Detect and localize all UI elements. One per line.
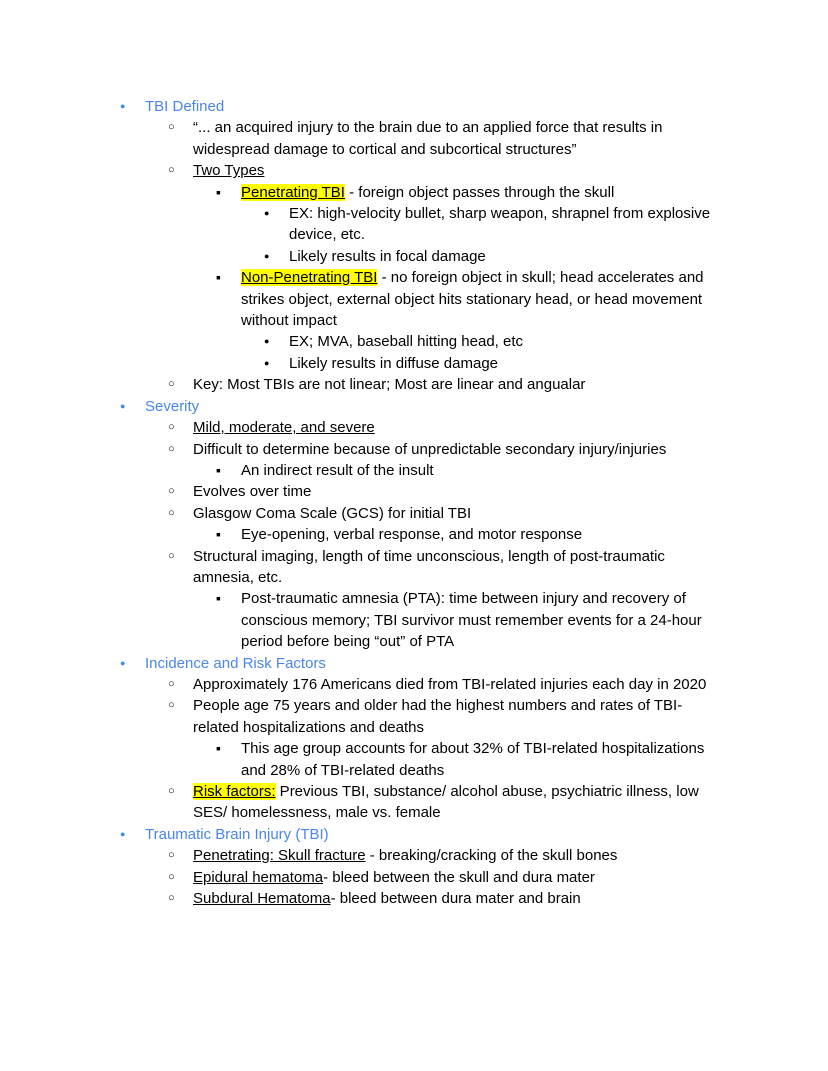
bullet-square-icon: ▪ (216, 461, 221, 478)
text-segment: Approximately 176 Americans died from TBI-related injuries each day in 2020 (193, 675, 707, 693)
list-item-text (145, 824, 712, 845)
list-item-text (145, 96, 712, 117)
bullet-circle-icon: ○ (168, 506, 175, 519)
list-item (216, 460, 712, 481)
list-item-text (193, 781, 712, 824)
list-item (264, 203, 712, 246)
list-item-text (241, 524, 712, 545)
list-item-text (193, 117, 712, 160)
list-item-text (241, 588, 712, 652)
list-item (120, 96, 712, 117)
bullet-circle-icon: ○ (168, 892, 175, 905)
text-segment: Penetrating TBI (241, 183, 345, 201)
bullet-disc-icon: ● (120, 828, 126, 839)
list-item-text (193, 439, 712, 460)
list-item (168, 481, 712, 502)
text-segment: Traumatic Brain Injury (TBI) (145, 825, 329, 843)
text-segment: Glasgow Coma Scale (GCS) for initial TBI (193, 504, 472, 522)
text-segment: Non-Penetrating TBI (241, 269, 378, 287)
text-segment: Structural imaging, length of time unconscious, length of post-traumatic amnesia, etc. (193, 547, 665, 586)
text-segment: - bleed between dura mater and brain (330, 890, 581, 908)
text-segment: Evolves over time (193, 483, 312, 501)
list-item (168, 867, 712, 888)
text-segment: “... an acquired injury to the brain due to an applied force that results in widespread damage to cortical and subcortical structures” (193, 119, 663, 158)
text-segment: TBI Defined (145, 98, 225, 115)
text-segment: Previous TBI, substance/ alcohol abuse, psychiatric illness, low SES/ homelessness, male vs. female (193, 783, 699, 822)
text-segment: Two Types (193, 162, 265, 180)
list-item (264, 331, 712, 352)
bullet-disc-icon: ● (264, 336, 270, 347)
text-segment: EX: high-velocity bullet, sharp weapon, shrapnel from explosive device, etc. (289, 205, 711, 244)
list-item (168, 674, 712, 695)
outline-list (120, 96, 712, 909)
bullet-disc-icon: ● (120, 400, 126, 411)
text-segment: Penetrating: Skull fracture (193, 847, 366, 865)
text-segment: Eye-opening, verbal response, and motor response (241, 526, 583, 544)
bullet-square-icon: ▪ (216, 590, 221, 607)
bullet-circle-icon: ○ (168, 121, 175, 134)
list-item (216, 267, 712, 331)
bullet-circle-icon: ○ (168, 849, 175, 862)
list-item (264, 246, 712, 267)
text-segment: This age group accounts for about 32% of TBI-related hospitalizations and 28% of TBI-related deaths (241, 740, 705, 779)
bullet-square-icon: ▪ (216, 269, 221, 286)
text-segment: Difficult to determine because of unpredictable secondary injury/injuries (193, 440, 667, 458)
text-segment: Key: Most TBIs are not linear; Most are linear and angualar (193, 376, 586, 394)
list-item (264, 353, 712, 374)
bullet-circle-icon: ○ (168, 699, 175, 712)
list-item-text (289, 331, 712, 352)
text-segment: - bleed between the skull and dura mater (323, 868, 595, 886)
text-segment: - breaking/cracking of the skull bones (365, 847, 618, 865)
list-item-text (193, 867, 712, 888)
bullet-circle-icon: ○ (168, 549, 175, 562)
list-item (168, 546, 712, 589)
bullet-disc-icon: ● (264, 357, 270, 368)
list-item (168, 117, 712, 160)
text-segment: - foreign object passes through the skull (344, 183, 615, 201)
list-item-text (241, 182, 712, 203)
text-segment: Incidence and Risk Factors (145, 654, 326, 672)
list-item-text (193, 695, 712, 738)
list-item-text (193, 888, 712, 909)
text-segment: Risk factors: (193, 783, 276, 800)
list-item (216, 524, 712, 545)
list-item-text (241, 460, 712, 481)
list-item-text (193, 503, 712, 524)
list-item (120, 396, 712, 417)
bullet-disc-icon: ● (264, 250, 270, 261)
list-item-text (289, 353, 712, 374)
text-segment: Subdural Hematoma (193, 890, 331, 908)
list-item-text (193, 417, 712, 438)
text-segment: Mild, moderate, and severe (193, 419, 375, 437)
bullet-circle-icon: ○ (168, 785, 175, 797)
list-item (216, 738, 712, 781)
bullet-circle-icon: ○ (168, 870, 175, 883)
bullet-circle-icon: ○ (168, 442, 175, 455)
list-item-text (193, 481, 712, 502)
list-item-text (193, 845, 712, 866)
list-item (216, 588, 712, 652)
list-item-text (193, 160, 712, 181)
bullet-circle-icon: ○ (168, 421, 175, 434)
bullet-circle-icon: ○ (168, 485, 175, 498)
bullet-square-icon: ▪ (216, 526, 221, 543)
list-item-text (145, 396, 712, 417)
bullet-square-icon: ▪ (216, 740, 221, 757)
text-segment: Severity (145, 397, 200, 415)
text-segment: Likely results in focal damage (289, 247, 486, 265)
list-item (168, 695, 712, 738)
text-segment: Epidural hematoma (193, 868, 324, 886)
text-segment: People age 75 years and older had the highest numbers and rates of TBI-related hospitalizations and deaths (193, 697, 683, 736)
text-segment: Likely results in diffuse damage (289, 354, 499, 372)
bullet-circle-icon: ○ (168, 164, 175, 177)
bullet-disc-icon: ● (120, 101, 126, 111)
list-item (168, 781, 712, 824)
list-item-text (241, 738, 712, 781)
text-segment: EX; MVA, baseball hitting head, etc (289, 333, 524, 351)
list-item-text (193, 546, 712, 589)
list-item-text (193, 374, 712, 395)
list-item (216, 182, 712, 203)
list-item (168, 503, 712, 524)
list-item (120, 653, 712, 674)
list-item (168, 160, 712, 181)
text-segment: Post-traumatic amnesia (PTA): time between injury and recovery of conscious memory; TBI survivor must remember events for a 24-hour period before being “out” of PTA (241, 590, 702, 651)
list-item (168, 888, 712, 909)
text-segment: An indirect result of the insult (241, 461, 434, 479)
list-item (168, 439, 712, 460)
list-item (168, 845, 712, 866)
bullet-square-icon: ▪ (216, 183, 221, 200)
list-item (168, 417, 712, 438)
list-item-text (289, 246, 712, 267)
list-item-text (289, 203, 712, 246)
bullet-disc-icon: ● (120, 657, 126, 668)
list-item-text (145, 653, 712, 674)
list-item (120, 824, 712, 845)
list-item (168, 374, 712, 395)
bullet-circle-icon: ○ (168, 378, 175, 391)
bullet-disc-icon: ● (264, 208, 270, 219)
bullet-circle-icon: ○ (168, 677, 175, 690)
text-segment: - no foreign object in skull; head accelerates and strikes object, external object hits stationary head, or head movement without impact (241, 269, 704, 330)
list-item-text (193, 674, 712, 695)
list-item-text (241, 267, 712, 331)
